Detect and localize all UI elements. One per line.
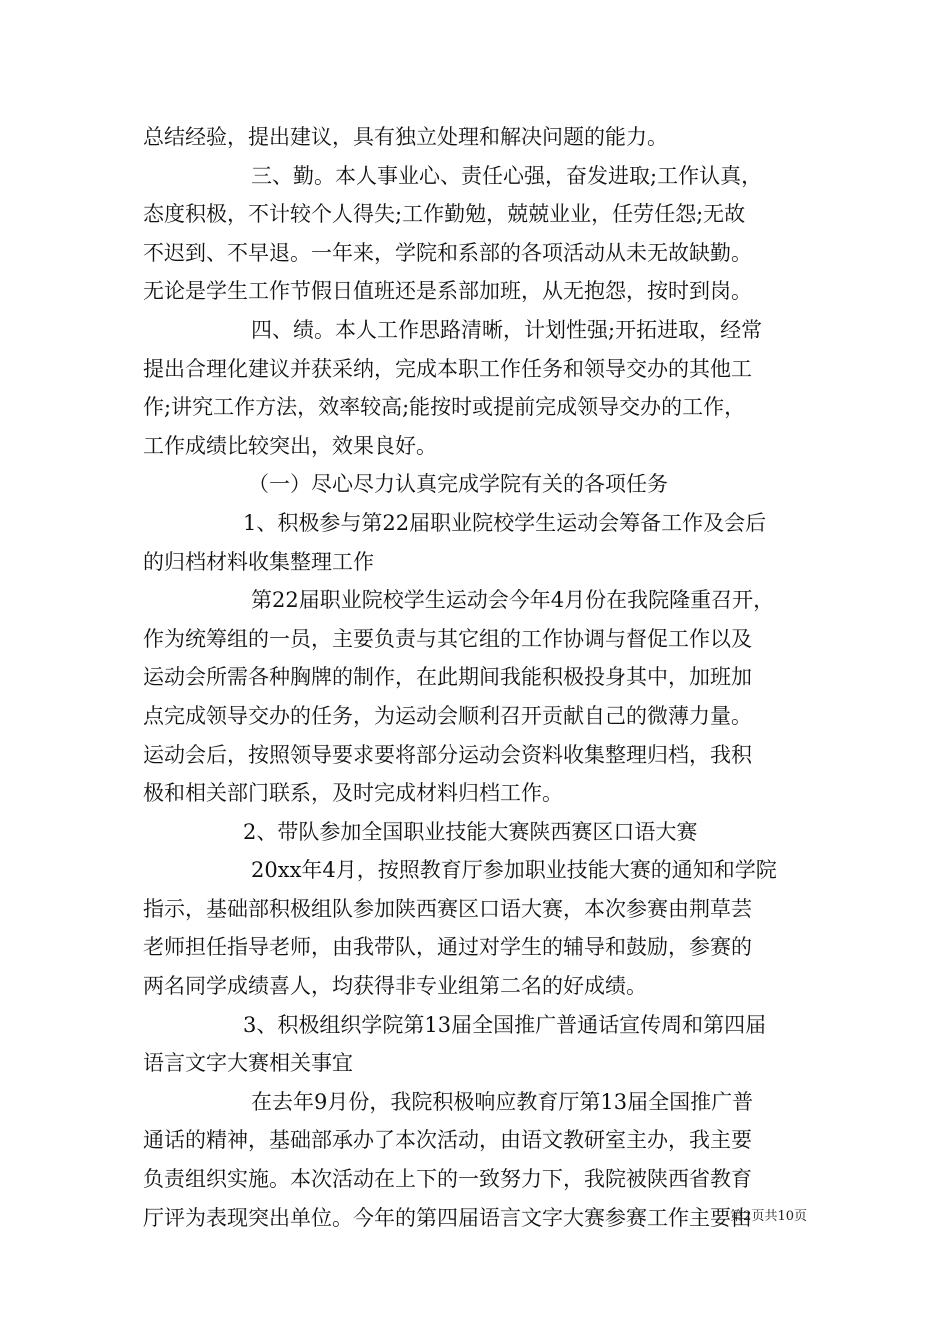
text-line: 总结经验，提出建议，具有独立处理和解决问题的能力。 [143, 125, 668, 149]
text-line: 工作成绩比较突出，效果良好。 [143, 433, 437, 458]
text-line: 老师担任指导老师，由我带队，通过对学生的辅导和鼓励，参赛的 [143, 935, 752, 960]
text-line: 负责组织实施。本次活动在上下的一致努力下，我院被陕西省教育 [143, 1167, 752, 1192]
item-heading: 1、积极参与第22届职业院校学生运动会筹备工作及会后 [243, 510, 767, 535]
text-line: 厅评为表现突出单位。今年的第四届语言文字大赛参赛工作主要由 [143, 1205, 752, 1230]
page-number: 第2页共10页 [730, 1209, 807, 1224]
item-heading: 3、积极组织学院第13届全国推广普通话宣传周和第四届 [243, 1012, 767, 1037]
text-line: 点完成领导交办的任务，为运动会顺利召开贡献自己的微薄力量。 [143, 703, 752, 728]
text-line: 作;讲究工作方法，效率较高;能按时或提前完成领导交办的工作， [143, 395, 746, 420]
text-line: 第22届职业院校学生运动会今年4月份在我院隆重召开， [251, 588, 775, 613]
text-line: 运动会后，按照领导要求要将部分运动会资料收集整理归档，我积 [143, 742, 752, 767]
section-heading: （一）尽心尽力认真完成学院有关的各项任务 [248, 472, 668, 497]
text-line: 态度积极，不计较个人得失;工作勤勉，兢兢业业，任劳任怨;无故 [143, 202, 746, 227]
body-text [143, 118, 813, 1237]
text-line: 提出合理化建议并获采纳，完成本职工作任务和领导交办的其他工 [143, 356, 752, 381]
text-line: 在去年9月份，我院积极响应教育厅第13届全国推广普 [251, 1089, 754, 1114]
text-line: 不迟到、不早退。一年来，学院和系部的各项活动从未无故缺勤。 [143, 240, 752, 265]
text-line: 指示，基础部积极组队参加陕西赛区口语大赛，本次参赛由荆草芸 [143, 896, 752, 921]
text-line: 极和相关部门联系，及时完成材料归档工作。 [143, 781, 563, 806]
item-heading: 语言文字大赛相关事宜 [143, 1051, 353, 1076]
text-line: 运动会所需各种胸牌的制作，在此期间我能积极投身其中，加班加 [143, 665, 752, 690]
text-line: 四、绩。本人工作思路清晰，计划性强;开拓进取，经常 [251, 317, 763, 342]
text-line: 通话的精神，基础部承办了本次活动，由语文教研室主办，我主要 [143, 1128, 752, 1153]
text-line: 作为统筹组的一员，主要负责与其它组的工作协调与督促工作以及 [143, 626, 752, 651]
item-heading: 的归档材料收集整理工作 [143, 549, 374, 574]
text-line: 三、勤。本人事业心、责任心强，奋发进取;工作认真， [251, 163, 763, 188]
text-line: 两名同学成绩喜人，均获得非专业组第二名的好成绩。 [143, 974, 647, 999]
text-line: 无论是学生工作节假日值班还是系部加班，从无抱怨，按时到岗。 [143, 279, 752, 304]
text-line: 20xx年4月，按照教育厅参加职业技能大赛的通知和学院 [251, 858, 777, 883]
item-heading: 2、带队参加全国职业技能大赛陕西赛区口语大赛 [243, 819, 698, 844]
